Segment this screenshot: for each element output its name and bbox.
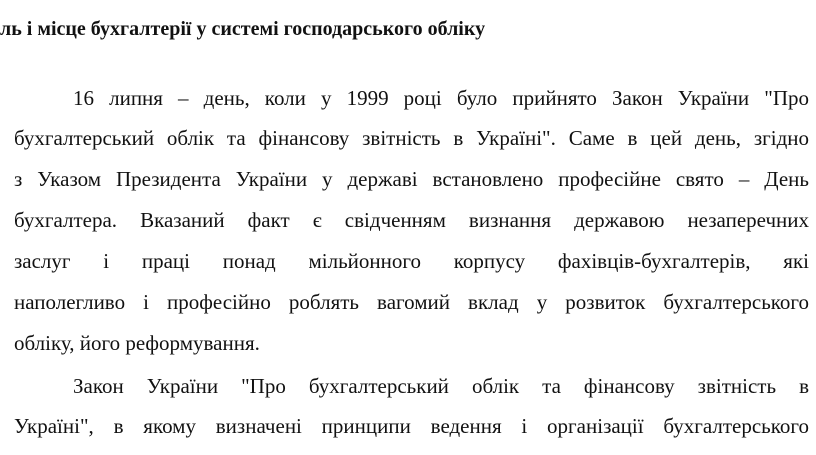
paragraph-1-line-1: 16 липня – день, коли у 1999 році було прийнято Закон України "Про <box>73 86 809 110</box>
paragraph-2-line-2: Україні", в якому визначені принципи ведення і організації бухгалтерського <box>14 414 809 438</box>
paragraph-1-line-3: з Указом Президента України у державі встановлено професійне свято – День <box>14 167 809 191</box>
paragraph-1-line-6: наполегливо і професійно роблять вагомий вклад у розвиток бухгалтерського <box>14 290 809 314</box>
paragraph-1-line-2: бухгалтерський облік та фінансову звітність в Україні". Саме в цей день, згідно <box>14 126 809 150</box>
section-heading: ль і місце бухгалтерії у системі господарського обліку <box>0 18 486 40</box>
paragraph-1-line-7: обліку, його реформування. <box>14 331 260 355</box>
paragraph-1-line-4: бухгалтера. Вказаний факт є свідченням визнання державою незаперечних <box>14 208 809 232</box>
paragraph-1-line-5: заслуг і праці понад мільйонного корпусу фахівців-бухгалтерів, які <box>14 249 809 273</box>
paragraph-2-line-1: Закон України "Про бухгалтерський облік та фінансову звітність в <box>73 374 809 398</box>
